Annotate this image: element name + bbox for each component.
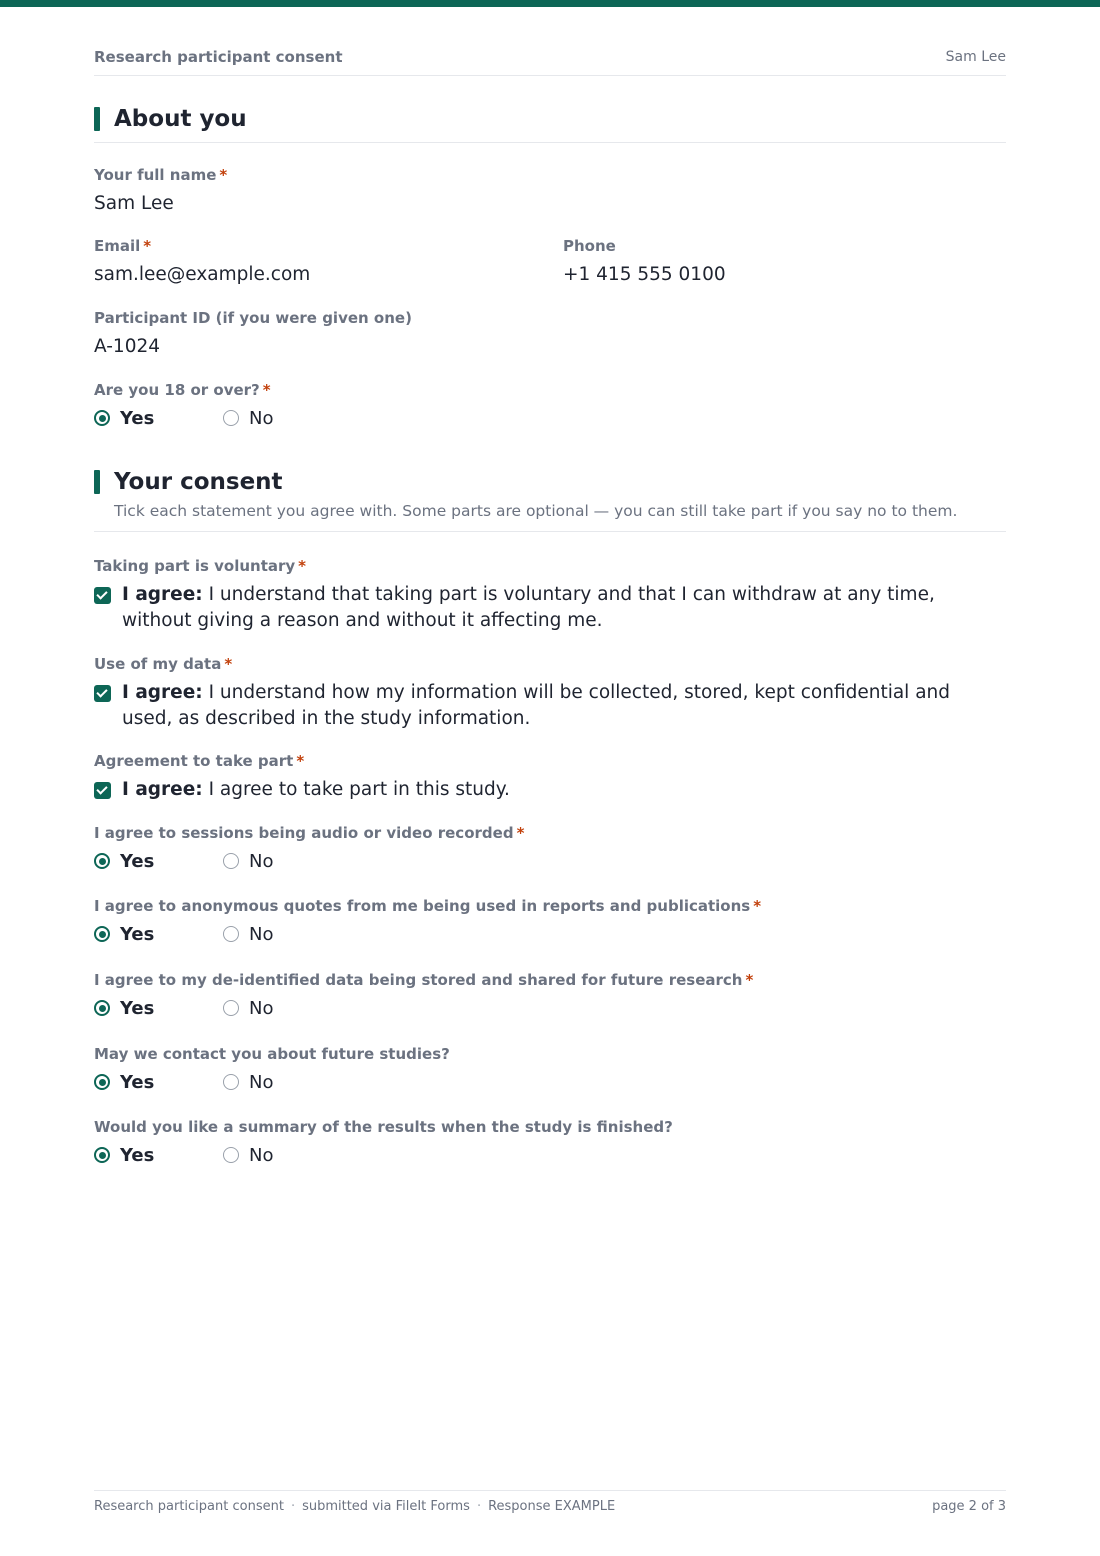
agree-prefix: I agree:: [122, 682, 203, 703]
page-footer: [94, 1490, 1006, 1514]
radio-label: Yes: [120, 407, 155, 429]
field-age: [94, 380, 494, 430]
footer-response: Response EXAMPLE: [488, 1499, 616, 1514]
radio-unchecked-icon: [223, 1000, 239, 1016]
field-recorded: [94, 823, 894, 873]
radio-no[interactable]: [223, 406, 273, 430]
page-number: page 2 of 3: [932, 1499, 1006, 1514]
field-participant-id: [94, 308, 412, 359]
agree-prefix: I agree:: [122, 779, 203, 800]
separator-dot: ·: [290, 1499, 296, 1514]
required-marker: *: [753, 897, 762, 915]
radio-label: Yes: [120, 850, 155, 872]
radio-label: Yes: [120, 997, 155, 1019]
required-marker: *: [143, 237, 152, 255]
field-label: [94, 556, 974, 576]
required-marker: *: [296, 752, 305, 770]
separator-dot: ·: [476, 1499, 482, 1514]
field-label: [94, 823, 894, 843]
required-marker: *: [224, 655, 233, 673]
section-title-about: About you: [94, 104, 1006, 134]
radio-label: No: [249, 1144, 274, 1166]
participant-id-value: A-1024: [94, 336, 161, 357]
radio-no[interactable]: [223, 996, 273, 1020]
field-label: [94, 165, 227, 185]
field-label: [94, 970, 894, 990]
section-description: Tick each statement you agree with. Some parts are optional — you can still take part if you say no to them.: [114, 502, 958, 520]
radio-no[interactable]: [223, 1070, 273, 1094]
radio-yes[interactable]: [94, 406, 154, 430]
radio-yes[interactable]: [94, 922, 154, 946]
radio-yes[interactable]: [94, 849, 154, 873]
field-label: [94, 236, 310, 256]
radio-group: [94, 922, 894, 946]
required-marker: *: [745, 971, 754, 989]
field-voluntary: [94, 556, 974, 634]
phone-value: +1 415 555 0100: [563, 264, 726, 285]
required-marker: *: [298, 557, 307, 575]
radio-label: No: [249, 923, 274, 945]
radio-checked-icon: [94, 926, 110, 942]
radio-checked-icon: [94, 1147, 110, 1163]
radio-yes[interactable]: [94, 1070, 154, 1094]
field-label: Would you like a summary of the results when the study is finished?: [94, 1118, 673, 1136]
radio-checked-icon: [94, 1074, 110, 1090]
radio-yes[interactable]: [94, 1143, 154, 1167]
field-label: [94, 896, 894, 916]
radio-checked-icon: [94, 410, 110, 426]
top-accent-bar: [0, 0, 1100, 7]
consent-text: I understand that taking part is voluntary and that I can withdraw at any time, without giving a reason and without it affecting me.: [122, 584, 935, 631]
user-name: Sam Lee: [945, 49, 1006, 65]
radio-group: [94, 849, 894, 873]
field-label: May we contact you about future studies?: [94, 1045, 450, 1063]
consent-checkbox-data-use[interactable]: [94, 680, 974, 732]
field-take-part: [94, 751, 974, 803]
radio-label: Yes: [120, 1144, 155, 1166]
label-text: I agree to my de-identified data being stored and shared for future research: [94, 971, 743, 989]
radio-label: No: [249, 1071, 274, 1093]
radio-unchecked-icon: [223, 1147, 239, 1163]
label-text: Your full name: [94, 166, 217, 184]
checkbox-checked-icon: [94, 685, 111, 702]
radio-unchecked-icon: [223, 853, 239, 869]
field-summary: [94, 1117, 894, 1167]
required-marker: *: [219, 166, 228, 184]
field-label: [94, 654, 974, 674]
radio-unchecked-icon: [223, 1074, 239, 1090]
footer-form-name: Research participant consent: [94, 1499, 284, 1514]
required-marker: *: [262, 381, 271, 399]
checkbox-checked-icon: [94, 587, 111, 604]
radio-unchecked-icon: [223, 410, 239, 426]
consent-text: I understand how my information will be collected, stored, kept confidential and used, as described in the study information.: [122, 682, 950, 729]
label-text: Use of my data: [94, 655, 222, 673]
agree-prefix: I agree:: [122, 584, 203, 605]
label-text: I agree to sessions being audio or video recorded: [94, 824, 514, 842]
section-your-consent: [94, 467, 1006, 532]
radio-no[interactable]: [223, 1143, 273, 1167]
label-text: Taking part is voluntary: [94, 557, 296, 575]
page-header: [94, 48, 1006, 76]
radio-label: Yes: [120, 923, 155, 945]
footer-submitted: submitted via FileIt Forms: [302, 1499, 470, 1514]
full-name-value: Sam Lee: [94, 193, 174, 214]
field-label: Phone: [563, 237, 616, 255]
radio-unchecked-icon: [223, 926, 239, 942]
consent-text: I agree to take part in this study.: [208, 779, 510, 800]
radio-group: [94, 406, 494, 430]
radio-checked-icon: [94, 853, 110, 869]
radio-label: Yes: [120, 1071, 155, 1093]
field-quotes: [94, 896, 894, 946]
section-title-consent: Your consent: [94, 467, 1006, 497]
radio-group: [94, 1143, 894, 1167]
field-phone: [563, 236, 726, 287]
field-full-name: [94, 165, 227, 216]
radio-yes[interactable]: [94, 996, 154, 1020]
radio-group: [94, 1070, 894, 1094]
label-text: Are you 18 or over?: [94, 381, 260, 399]
field-contact: [94, 1044, 894, 1094]
consent-checkbox-take-part[interactable]: [94, 777, 974, 803]
section-rule: [94, 134, 1006, 143]
field-data-use: [94, 654, 974, 732]
form-title: Research participant consent: [94, 48, 343, 66]
label-text: I agree to anonymous quotes from me being used in reports and publications: [94, 897, 751, 915]
radio-no[interactable]: [223, 922, 273, 946]
radio-checked-icon: [94, 1000, 110, 1016]
label-text: Agreement to take part: [94, 752, 294, 770]
section-rule: [94, 520, 1006, 532]
email-value: sam.lee@example.com: [94, 264, 311, 285]
radio-label: No: [249, 407, 274, 429]
required-marker: *: [516, 824, 525, 842]
field-label: [94, 751, 974, 771]
section-about-you: [94, 104, 1006, 143]
checkbox-checked-icon: [94, 782, 111, 799]
field-data-sharing: [94, 970, 894, 1020]
field-label: [94, 380, 494, 400]
consent-checkbox-voluntary[interactable]: [94, 582, 974, 634]
field-email: [94, 236, 310, 287]
radio-label: No: [249, 850, 274, 872]
field-label: Participant ID (if you were given one): [94, 309, 412, 327]
radio-label: No: [249, 997, 274, 1019]
radio-group: [94, 996, 894, 1020]
radio-no[interactable]: [223, 849, 273, 873]
label-text: Email: [94, 237, 141, 255]
